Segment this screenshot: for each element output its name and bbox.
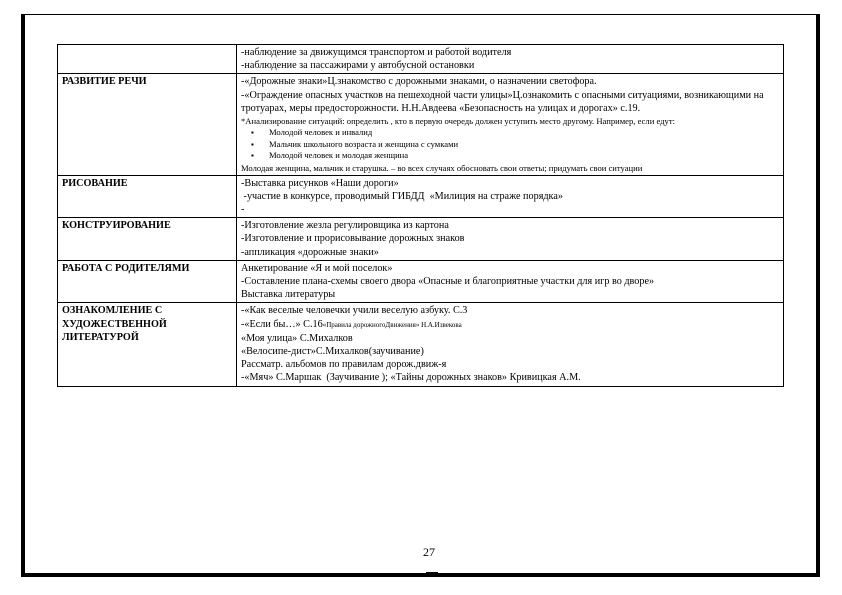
content-line: -участие в конкурсе, проводимый ГИБДД «Милиция на страже порядка»: [241, 190, 563, 202]
table-row: [58, 175, 784, 218]
page-number: 27: [423, 545, 435, 559]
row-heading-literature: ОЗНАКОМЛЕНИЕ С ХУДОЖЕСТВЕННОЙ ЛИТЕРАТУРОЙ: [58, 303, 237, 386]
table-row: [58, 260, 784, 303]
content-line: *Анализирование ситуаций: определить , кто в первую очередь должен уступить место другому. Например, если едут:: [241, 116, 675, 127]
row-heading-construction: КОНСТРУИРОВАНИЕ: [58, 218, 237, 261]
list-item: ▪ Мальчик школьного возраста и женщина с сумками: [251, 138, 459, 149]
table-row: [58, 74, 784, 175]
activity-table: [57, 44, 784, 387]
bullet-icon: ▪: [251, 139, 254, 149]
row-content: [237, 45, 784, 74]
page-number-underline: [426, 572, 438, 574]
table-row: [58, 45, 784, 74]
content-line: -Изготовление жезла регулировщика из картона: [241, 220, 449, 232]
content-line: «Велосипе-дист»С.Михалков(заучивание): [241, 345, 424, 357]
row-content: [237, 218, 784, 261]
row-heading-drawing: РИСОВАНИЕ: [58, 175, 237, 218]
bullet-icon: ▪: [251, 128, 254, 138]
table-row: [58, 303, 784, 386]
row-heading-speech: РАЗВИТИЕ РЕЧИ: [58, 74, 237, 175]
situation-list: [241, 127, 779, 162]
content-line: -«Мяч» С.Маршак (Заучивание ); «Тайны дорожных знаков» Кривицкая А.М.: [241, 372, 581, 384]
content-line: «Моя улица» С.Михалков: [241, 332, 353, 344]
row-content: [237, 74, 784, 175]
list-item: ▪ Молодой человек и инвалид: [251, 127, 373, 138]
content-line: -Выставка рисунков «Наши дороги»: [241, 177, 399, 189]
book-title-small: «Правила дорожногоДвижения» Н.А.Извекова: [322, 320, 462, 329]
content-line: Молодая женщина, мальчик и старушка. – во всех случаях обосновать свои ответы; придумать свои ситуации: [241, 162, 643, 173]
row-content: [237, 303, 784, 386]
table-row: [58, 218, 784, 261]
content-line: -«Как веселые человечки учили веселую азбуку. С.3: [241, 305, 468, 317]
content-line: -«Если бы…» С.16«Правила дорожногоДвижения» Н.А.Извекова: [241, 318, 462, 330]
content-line: -: [241, 203, 245, 215]
content-line: -«Ограждение опасных участков на пешеходной части улицы»Ц.ознакомить с опасными ситуациями, возникающими на тротуарах, меры предосторожности. Н.Н.Авдеева «Безопасность на улицах и дорогах» с.19.: [241, 89, 764, 114]
row-content: [237, 260, 784, 303]
content-line: -«Дорожные знаки»Ц.знакомство с дорожными знаками, о назначении светофора.: [241, 76, 597, 88]
row-heading-parents: РАБОТА С РОДИТЕЛЯМИ: [58, 260, 237, 303]
content-line: Рассматр. альбомов по правилам дорож.движ-я: [241, 359, 447, 371]
content-line: -аппликация «дорожные знаки»: [241, 246, 379, 258]
content-line: -Изготовление и прорисовывание дорожных знаков: [241, 233, 465, 245]
bullet-icon: ▪: [251, 151, 254, 161]
list-item: ▪ Молодой человек и молодая женщина: [251, 150, 409, 161]
row-content: [237, 175, 784, 218]
content-line: -наблюдение за пассажирами у автобусной остановки: [241, 60, 475, 72]
content-line: Анкетирование «Я и мой поселок»: [241, 262, 393, 274]
content-line: -наблюдение за движущимся транспортом и работой водителя: [241, 47, 512, 58]
row-heading: [58, 45, 237, 74]
content-line: -Составление плана-схемы своего двора «Опасные и благоприятные участки для игр во дворе»: [241, 275, 655, 287]
content-line: Выставка литературы: [241, 289, 336, 301]
